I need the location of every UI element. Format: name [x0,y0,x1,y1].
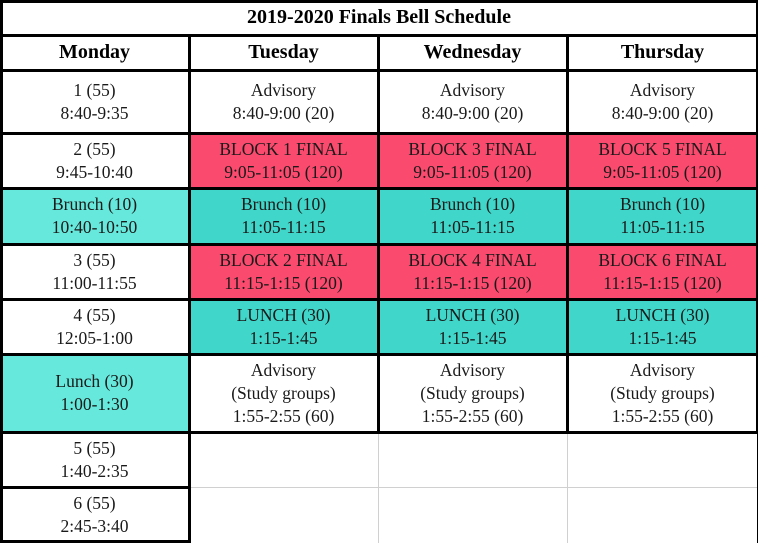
table-border [0,486,190,489]
tuesday-cell-6-line-1: Advisory [250,359,317,380]
empty-cell [378,487,567,543]
thursday-cell-3-line-1: Brunch (10) [619,194,706,214]
tuesday-cell-6-line-3: 1:55-2:55 (60) [232,405,335,426]
monday-cell-8-line-2: 2:45-3:40 [60,516,129,536]
table-border [188,35,191,543]
monday-cell-6 [0,354,189,432]
thursday-cell-6-line-2: (Study groups) [610,382,715,403]
header-wednesday: Wednesday [378,35,567,70]
table-border [0,431,758,434]
monday-cell-2 [0,133,189,188]
wednesday-cell-3-line-2: 11:05-11:15 [430,217,515,237]
wednesday-cell-3 [378,188,567,244]
wednesday-cell-3-line-1: Brunch (10) [429,194,516,214]
empty-cell [378,432,567,487]
monday-cell-3-line-2: 10:40-10:50 [51,217,138,237]
monday-cell-3-line-1: Brunch (10) [51,194,138,214]
table-border [377,35,380,432]
thursday-cell-6-line-3: 1:55-2:55 (60) [611,405,714,426]
tuesday-cell-1-line-2: 8:40-9:00 (20) [232,102,335,123]
wednesday-cell-1 [378,70,567,133]
monday-cell-4-line-1: 3 (55) [73,249,116,270]
tuesday-cell-4 [189,244,378,299]
header-tuesday: Tuesday [189,35,378,70]
thursday-cell-5-line-2: 1:15-1:45 [628,327,697,348]
wednesday-cell-5-line-1: LUNCH (30) [425,304,520,325]
table-border [0,132,758,135]
monday-cell-3 [0,188,189,244]
wednesday-cell-6-line-2: (Study groups) [420,382,525,403]
tuesday-cell-6-line-2: (Study groups) [231,382,336,403]
thursday-cell-5 [567,299,758,354]
tuesday-cell-3-line-1: Brunch (10) [240,194,327,214]
tuesday-cell-4-line-1: BLOCK 2 FINAL [219,249,348,270]
monday-cell-6-line-2: 1:00-1:30 [60,394,129,414]
wednesday-cell-2-line-2: 9:05-11:05 (120) [413,161,532,182]
tuesday-cell-5 [189,299,378,354]
table-border [0,243,758,246]
monday-cell-7-line-1: 5 (55) [73,437,116,458]
thursday-cell-2-line-1: BLOCK 5 FINAL [598,138,727,159]
wednesday-cell-2-line-1: BLOCK 3 FINAL [408,138,537,159]
tuesday-cell-1-line-1: Advisory [250,79,317,100]
thursday-cell-4-line-1: BLOCK 6 FINAL [598,249,727,270]
tuesday-cell-3 [189,188,378,244]
monday-cell-5-line-1: 4 (55) [73,304,116,325]
thursday-cell-5-line-1: LUNCH (30) [615,304,710,325]
tuesday-cell-2 [189,133,378,188]
monday-cell-1-line-2: 8:40-9:35 [60,102,129,123]
thursday-cell-1-line-1: Advisory [629,79,696,100]
header-monday: Monday [0,35,189,70]
thursday-cell-6 [567,354,758,432]
empty-cell [567,487,758,543]
thursday-cell-2 [567,133,758,188]
monday-cell-5 [0,299,189,354]
wednesday-cell-6 [378,354,567,432]
wednesday-cell-1-line-2: 8:40-9:00 (20) [421,102,524,123]
thursday-cell-4-line-2: 11:15-1:15 (120) [603,272,722,293]
monday-cell-8-line-1: 6 (55) [73,493,116,513]
wednesday-cell-4 [378,244,567,299]
empty-cell [189,432,378,487]
table-border [566,35,569,432]
header-thursday: Thursday [567,35,758,70]
monday-cell-8 [0,487,189,543]
monday-cell-6-line-1: Lunch (30) [55,371,134,391]
table-border [0,187,758,190]
thursday-cell-3-line-2: 11:05-11:15 [620,217,705,237]
tuesday-cell-4-line-2: 11:15-1:15 (120) [224,272,343,293]
wednesday-cell-5 [378,299,567,354]
wednesday-cell-6-line-1: Advisory [439,359,506,380]
monday-cell-4 [0,244,189,299]
table-border [0,298,758,301]
monday-cell-1 [0,70,189,133]
monday-cell-4-line-2: 11:00-11:55 [52,272,137,293]
thursday-cell-2-line-2: 9:05-11:05 (120) [603,161,722,182]
monday-cell-2-line-1: 2 (55) [73,138,116,159]
thursday-cell-3 [567,188,758,244]
wednesday-cell-4-line-2: 11:15-1:15 (120) [413,272,532,293]
wednesday-cell-6-line-3: 1:55-2:55 (60) [421,405,524,426]
table-border [0,0,3,543]
wednesday-cell-4-line-1: BLOCK 4 FINAL [408,249,537,270]
tuesday-cell-2-line-2: 9:05-11:05 (120) [224,161,343,182]
wednesday-cell-5-line-2: 1:15-1:45 [438,327,507,348]
table-border [0,0,758,3]
tuesday-cell-6 [189,354,378,432]
monday-cell-7-line-2: 1:40-2:35 [60,460,129,481]
monday-cell-5-line-2: 12:05-1:00 [56,327,133,348]
empty-cell [567,432,758,487]
tuesday-cell-3-line-2: 11:05-11:15 [241,217,326,237]
tuesday-cell-5-line-1: LUNCH (30) [236,304,331,325]
wednesday-cell-1-line-1: Advisory [439,79,506,100]
page-title: 2019-2020 Finals Bell Schedule [0,0,758,35]
tuesday-cell-5-line-2: 1:15-1:45 [249,327,318,348]
thursday-cell-1 [567,70,758,133]
wednesday-cell-2 [378,133,567,188]
thursday-cell-4 [567,244,758,299]
table-border [0,353,758,356]
thursday-cell-6-line-1: Advisory [629,359,696,380]
monday-cell-7 [0,432,189,487]
monday-cell-2-line-2: 9:45-10:40 [56,161,133,182]
tuesday-cell-2-line-1: BLOCK 1 FINAL [219,138,348,159]
tuesday-cell-1 [189,70,378,133]
grid-divider [189,487,758,488]
empty-cell [189,487,378,543]
thursday-cell-1-line-2: 8:40-9:00 (20) [611,102,714,123]
monday-cell-1-line-1: 1 (55) [73,79,116,100]
